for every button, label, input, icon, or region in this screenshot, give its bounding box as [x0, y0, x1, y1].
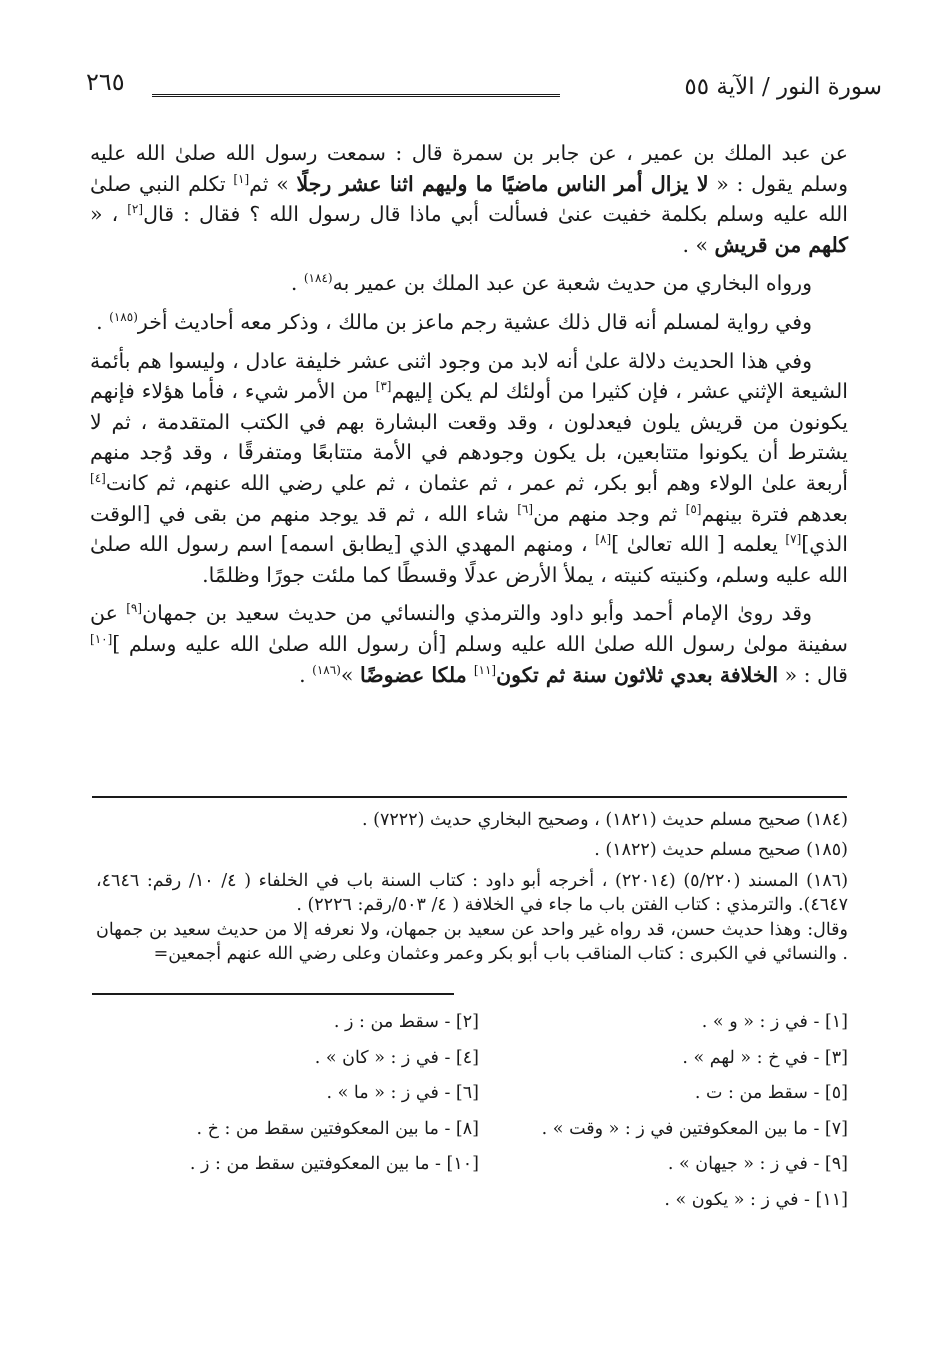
variant-row: [110, 1083, 848, 1119]
manuscript-variants: [110, 1012, 848, 1226]
text-run: ورواه البخاري من حديث شعبة عن عبد الملك بن عمير به: [332, 271, 812, 296]
running-title: سورة النور / الآية ٥٥: [684, 74, 882, 100]
variant-ref: [٥]: [685, 501, 702, 516]
variant-note: [٤] - في ز : « كان » .: [314, 1047, 479, 1068]
variant-ref: [٣]: [375, 379, 392, 394]
paragraph-5: [90, 598, 848, 690]
paragraph-2: [90, 268, 848, 299]
text-run: يعلمه [ الله تعالىٰ ]: [611, 532, 786, 557]
header-rule: [152, 94, 560, 99]
text-run: .: [290, 271, 304, 296]
text-run: وفي رواية لمسلم أنه قال ذلك عشية رجم ماعز بن مالك ، وذكر معه أحاديث أخر: [137, 309, 812, 334]
text-run: عن عبد الملك بن عمير ، عن جابر بن سمرة قال : سمعت رسول الله صلىٰ الله عليه وسلم يقول : «: [90, 141, 848, 196]
variant-row: [110, 1190, 848, 1226]
variant-note: [٣] - في خ : « لهم » .: [682, 1047, 848, 1068]
variant-ref: [٤]: [90, 471, 106, 486]
paragraph-3: [90, 307, 848, 338]
text-run: بعدهم فترة بينهم: [701, 501, 848, 526]
hadith-text: ملكا عضوضًا: [359, 662, 474, 687]
variant-row: [110, 1154, 848, 1190]
variant-ref: [١]: [233, 171, 250, 186]
paragraph-4: [90, 346, 848, 591]
text-run: ، ومنهم المهدي الذي [يطابق اسمه] اسم رسول الله صلىٰ الله عليه وسلم، وكنيته كنيته ، يملأ الأرض عدلًا وقسطًا كما ملئت جورًا وظلمًا.: [90, 532, 848, 587]
variant-ref: [١١]: [473, 662, 497, 677]
variant-note: [١٠] - ما بين المعكوفتين سقط من : ز .: [189, 1154, 479, 1175]
variant-note: [٢] - سقط من : ز .: [333, 1012, 479, 1032]
text-run: ثم وجد منهم من: [533, 501, 686, 526]
variant-row: [110, 1119, 848, 1155]
variant-empty: [110, 1190, 479, 1226]
page-number: ٢٦٥: [86, 68, 125, 96]
hadith-text: الخلافة بعدي ثلاثون سنة ثم تكون: [496, 662, 779, 687]
text-run: » ثم: [249, 171, 297, 196]
footnote-186-continued: وقال: وهذا حديث حسن، قد رواه غير واحد عن سعيد بن جمهان، ولا نعرفه إلا من حديث سعيد بن جمهان . والنسائي في الكبرى : كتاب المناقب باب أبو بكر وعمر وعثمان وعلى رضي الله عنهم أجمعين=: [96, 919, 848, 965]
footnote-ref: (١٨٥): [109, 310, 138, 325]
variant-note: [٩] - في ز : « جيهان » .: [667, 1154, 848, 1175]
text-run: وقد روىٰ الإمام أحمد وأبو داود والترمذي والنسائي من حديث سعيد بن جمهان: [142, 601, 812, 626]
variant-note: [٥] - سقط من : ت .: [694, 1083, 848, 1104]
text-run: »: [340, 662, 360, 687]
footnote-186: (١٨٦) المسند (٥/٢٢٠) (٢٢٠١٤) ، أخرجه أبو داود : كتاب السنة باب في الخلفاء ( ٤/ ١٠/ رقم: ٤٦٤٦، ٤٦٤٧). والترمذي : كتاب الفتن باب ما جاء في الخلافة ( ٤/ ٥٠٣/رقم: ٢٢٢٦) .: [96, 870, 849, 916]
footnotes: [96, 808, 848, 966]
text-run: وفي هذا الحديث دلالة علىٰ أنه لابد من وجود اثنى عشر خليفة عادل ، وليسوا هم بأئمة الشيعة الإثني عشر ، فإن كثيرا من أولئك لم يكن إليهم: [90, 348, 848, 404]
text-run: من الأمر شيء ، فأما هؤلاء فإنهم يكونون من قريش يلون فيعدلون ، وقد وقعت البشارة بهم في الكتب المتقدمة ، ثم لا يشترط أن يكونوا متتابعين، بل يكون وجودهم في الأمة متتابعًا ومتفرقًا ، وقد وُجد منهم أربعة علىٰ الولاء وهم أبو بكر، ثم عمر ، ثم عثمان ، ثم علي رضي الله عنهم، ثم كانت: [90, 379, 848, 495]
footnote-separator: [92, 796, 847, 798]
variant-ref: [١٠]: [90, 632, 113, 647]
variant-note: [٧] - ما بين المعكوفتين في ز : « وقت » .: [541, 1118, 848, 1139]
text-run: .: [299, 662, 313, 687]
main-text: [90, 138, 848, 690]
hadith-text: لا يزال أمر الناس ماضيًا ما وليهم اثنا عشر رجلًا: [296, 171, 709, 196]
paragraph-1: [90, 138, 848, 260]
text-run: » .: [682, 232, 715, 257]
variants-separator: [92, 993, 454, 995]
variant-note: [١١] - في ز : « يكون » .: [664, 1189, 848, 1210]
variant-note: [٨] - ما بين المعكوفتين سقط من : خ .: [196, 1118, 479, 1139]
variant-ref: [٧]: [785, 532, 802, 547]
variant-row: [110, 1048, 848, 1084]
variant-ref: [٨]: [595, 532, 612, 547]
text-run: تكلم النبي صلىٰ الله عليه وسلم بكلمة خفيت عنىٰ فسألت أبي ماذا قال رسول الله ؟ فقال : قال: [90, 171, 848, 227]
footnote-ref: (١٨٦): [312, 662, 341, 677]
variant-ref: [٦]: [517, 501, 534, 516]
variant-ref: [٩]: [126, 601, 143, 616]
hadith-text: كلهم من قريش: [714, 232, 848, 257]
page-header: [60, 68, 882, 108]
text-run: قال : «: [778, 662, 848, 687]
footnote-185: (١٨٥) صحيح مسلم حديث (١٨٢٢) .: [594, 840, 848, 861]
text-run: شاء الله ، ثم قد يوجد منهم من بقى في [الوقت الذي]: [90, 501, 848, 557]
text-run: .: [96, 309, 110, 334]
text-run: ، «: [90, 202, 128, 227]
variant-ref: [٢]: [127, 202, 144, 217]
footnote-184: (١٨٤) صحيح مسلم حديث (١٨٢١) ، وصحيح البخاري حديث (٧٢٢٢) .: [362, 810, 848, 830]
variant-note: [١] - في ز : « و » .: [701, 1012, 848, 1032]
variant-row: [110, 1012, 848, 1048]
variant-note: [٦] - في ز : « ما » .: [326, 1083, 479, 1104]
text-run: عن سفينة مولىٰ رسول الله صلىٰ الله عليه وسلم [أن رسول الله صلىٰ الله عليه وسلم ]: [90, 601, 848, 656]
footnote-ref: (١٨٤): [303, 271, 333, 286]
